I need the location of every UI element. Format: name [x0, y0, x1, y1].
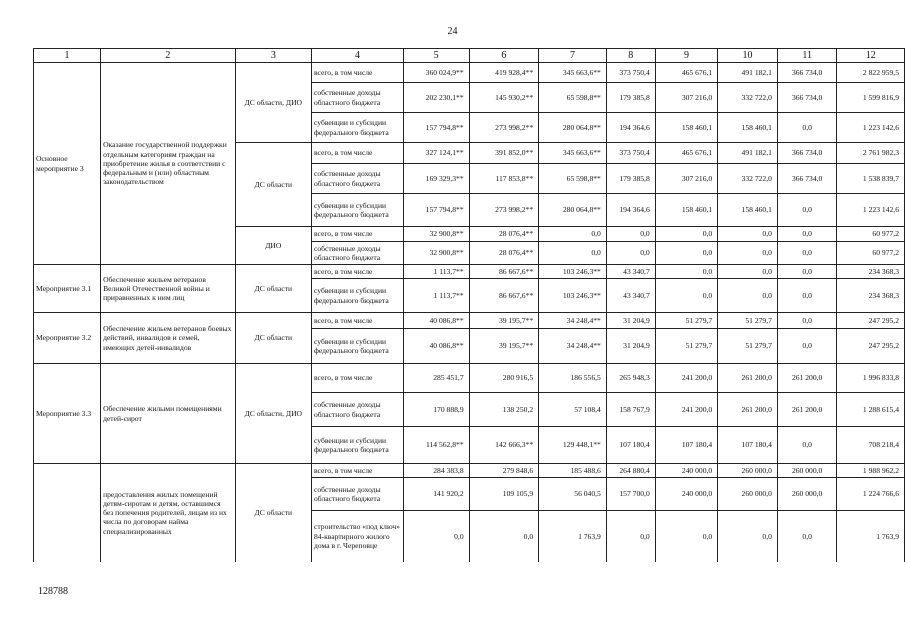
funding-source-label: всего, в том числе: [311, 313, 403, 329]
value-cell: 157 794,8**: [403, 113, 469, 143]
column-header: 9: [655, 49, 717, 63]
value-cell: 103 246,3**: [539, 265, 607, 279]
value-cell: 170 888,9: [403, 393, 469, 427]
value-cell: 56 040,5: [539, 478, 607, 511]
value-cell: 32 900,8**: [403, 242, 469, 265]
funding-source-label: субвенции и субсидии федерального бюджета: [311, 279, 403, 313]
funding-source-label: субвенции и субсидии федерального бюджета: [311, 194, 403, 227]
table-row: [34, 364, 905, 393]
value-cell: 265 948,3: [606, 364, 655, 393]
value-cell: 1 113,7**: [403, 265, 469, 279]
value-cell: 0,0: [777, 279, 836, 313]
funding-source-label: собственные доходы областного бюджета: [311, 478, 403, 511]
funding-source-label: субвенции и субсидии федерального бюджета: [311, 113, 403, 143]
value-cell: 1 599 816,9: [837, 83, 905, 113]
value-cell: 0,0: [539, 242, 607, 265]
value-cell: 345 663,6**: [539, 63, 607, 83]
value-cell: 158 460,1: [718, 113, 778, 143]
executor-cell: ДС области, ДИО: [235, 63, 311, 143]
value-cell: 43 340,7: [606, 279, 655, 313]
value-cell: 240 000,0: [655, 478, 717, 511]
value-cell: 185 488,6: [539, 464, 607, 478]
value-cell: 0,0: [777, 242, 836, 265]
value-cell: 107 180,4: [655, 427, 717, 464]
value-cell: 179 385,8: [606, 164, 655, 194]
value-cell: 373 750,4: [606, 143, 655, 164]
value-cell: 157 794,8**: [403, 194, 469, 227]
funding-source-label: всего, в том числе: [311, 227, 403, 242]
value-cell: 0,0: [539, 227, 607, 242]
column-header: 7: [539, 49, 607, 63]
value-cell: 273 998,2**: [469, 194, 539, 227]
value-cell: 273 998,2**: [469, 113, 539, 143]
funding-source-label: всего, в том числе: [311, 63, 403, 83]
funding-source-label: субвенции и субсидии федерального бюджета: [311, 427, 403, 464]
value-cell: 179 385,8: [606, 83, 655, 113]
measure-description: Обеспечение жильем ветеранов боевых действий, инвалидов и семей, имеющих детей-инвалидов: [101, 313, 236, 364]
measure-name-empty: [34, 464, 101, 562]
value-cell: 0,0: [777, 313, 836, 329]
value-cell: 51 279,7: [655, 313, 717, 329]
measure-description: Обеспечение жилыми помещениями детей-сирот: [101, 364, 236, 464]
value-cell: 373 750,4: [606, 63, 655, 83]
value-cell: 107 180,4: [606, 427, 655, 464]
measure-description: Оказание государственной поддержки отдельным категориям граждан на приобретение жилья в соответствии с федеральным и (или) областным законодательством: [101, 63, 236, 265]
funding-source-label: собственные доходы областного бюджета: [311, 393, 403, 427]
funding-source-label: субвенции и субсидии федерального бюджета: [311, 329, 403, 364]
value-cell: 43 340,7: [606, 265, 655, 279]
value-cell: 186 556,5: [539, 364, 607, 393]
measure-name: Основное мероприятие 3: [34, 63, 101, 265]
value-cell: 0,0: [777, 511, 836, 562]
value-cell: 260 000,0: [718, 478, 778, 511]
value-cell: 65 598,8**: [539, 83, 607, 113]
value-cell: 0,0: [777, 113, 836, 143]
value-cell: 0,0: [718, 265, 778, 279]
value-cell: 40 086,8**: [403, 313, 469, 329]
executor-cell: ДС области: [235, 143, 311, 227]
page-number: 24: [447, 26, 458, 37]
value-cell: 240 000,0: [655, 464, 717, 478]
value-cell: 0,0: [777, 194, 836, 227]
value-cell: 194 364,6: [606, 113, 655, 143]
value-cell: 32 900,8**: [403, 227, 469, 242]
column-header: 11: [777, 49, 836, 63]
value-cell: 260 000,0: [718, 464, 778, 478]
funding-source-label: собственные доходы областного бюджета: [311, 83, 403, 113]
value-cell: 260 000,0: [777, 478, 836, 511]
value-cell: 138 250,2: [469, 393, 539, 427]
funding-source-label: всего, в том числе: [311, 364, 403, 393]
value-cell: 419 928,4**: [469, 63, 539, 83]
value-cell: 109 105,9: [469, 478, 539, 511]
value-cell: 107 180,4: [718, 427, 778, 464]
value-cell: 0,0: [606, 242, 655, 265]
value-cell: 279 848,6: [469, 464, 539, 478]
value-cell: 51 279,7: [718, 313, 778, 329]
value-cell: 332 722,0: [718, 83, 778, 113]
value-cell: 391 852,0**: [469, 143, 539, 164]
funding-source-label: всего, в том числе: [311, 265, 403, 279]
measure-name: Мероприятие 3.2: [34, 313, 101, 364]
executor-cell: ДС области: [235, 313, 311, 364]
value-cell: 158 460,1: [718, 194, 778, 227]
table-row: [34, 265, 905, 279]
value-cell: 307 216,0: [655, 83, 717, 113]
value-cell: 465 676,1: [655, 63, 717, 83]
value-cell: 234 368,3: [837, 265, 905, 279]
column-header: 8: [606, 49, 655, 63]
value-cell: 261 200,0: [718, 364, 778, 393]
column-header: 3: [235, 49, 311, 63]
value-cell: 1 988 962,2: [837, 464, 905, 478]
value-cell: 0,0: [469, 511, 539, 562]
value-cell: 158 460,1: [655, 113, 717, 143]
value-cell: 60 977,2: [837, 242, 905, 265]
value-cell: 491 182,1: [718, 143, 778, 164]
value-cell: 194 364,6: [606, 194, 655, 227]
value-cell: 31 204,9: [606, 329, 655, 364]
value-cell: 103 246,3**: [539, 279, 607, 313]
value-cell: 51 279,7: [655, 329, 717, 364]
value-cell: 1 224 766,6: [837, 478, 905, 511]
value-cell: 86 667,6**: [469, 265, 539, 279]
value-cell: 0,0: [718, 511, 778, 562]
value-cell: 1 223 142,6: [837, 113, 905, 143]
value-cell: 332 722,0: [718, 164, 778, 194]
value-cell: 40 086,8**: [403, 329, 469, 364]
value-cell: 0,0: [777, 227, 836, 242]
value-cell: 28 076,4**: [469, 242, 539, 265]
value-cell: 1 113,7**: [403, 279, 469, 313]
value-cell: 280 916,5: [469, 364, 539, 393]
measure-name: Мероприятие 3.3: [34, 364, 101, 464]
column-header: 10: [718, 49, 778, 63]
value-cell: 264 880,4: [606, 464, 655, 478]
value-cell: 0,0: [718, 227, 778, 242]
executor-cell: ДС области: [235, 464, 311, 562]
table-row: [34, 63, 905, 83]
value-cell: 261 200,0: [777, 393, 836, 427]
value-cell: 0,0: [777, 427, 836, 464]
funding-source-label: собственные доходы областного бюджета: [311, 164, 403, 194]
funding-source-label: собственные доходы областного бюджета: [311, 242, 403, 265]
column-header: 5: [403, 49, 469, 63]
column-header: 4: [311, 49, 403, 63]
value-cell: 0,0: [403, 511, 469, 562]
value-cell: 51 279,7: [718, 329, 778, 364]
value-cell: 0,0: [777, 329, 836, 364]
header-row: [34, 49, 905, 63]
value-cell: 307 216,0: [655, 164, 717, 194]
value-cell: 0,0: [655, 265, 717, 279]
value-cell: 129 448,1**: [539, 427, 607, 464]
funding-table: [33, 48, 905, 562]
value-cell: 360 024,9**: [403, 63, 469, 83]
table-row: [34, 464, 905, 478]
value-cell: 0,0: [718, 279, 778, 313]
value-cell: 57 108,4: [539, 393, 607, 427]
value-cell: 1 223 142,6: [837, 194, 905, 227]
value-cell: 1 996 833,8: [837, 364, 905, 393]
value-cell: 285 451,7: [403, 364, 469, 393]
value-cell: 65 598,8**: [539, 164, 607, 194]
document-code: 128788: [38, 586, 68, 597]
value-cell: 247 295,2: [837, 313, 905, 329]
value-cell: 158 767,9: [606, 393, 655, 427]
measure-name: Мероприятие 3.1: [34, 265, 101, 313]
value-cell: 280 064,8**: [539, 113, 607, 143]
value-cell: 247 295,2: [837, 329, 905, 364]
value-cell: 366 734,0: [777, 143, 836, 164]
value-cell: 260 000,0: [777, 464, 836, 478]
funding-source-label: строительство «под ключ» 84-квартирного жилого дома в г. Череповце: [311, 511, 403, 562]
value-cell: 31 204,9: [606, 313, 655, 329]
value-cell: 145 930,2**: [469, 83, 539, 113]
column-header: 6: [469, 49, 539, 63]
value-cell: 261 200,0: [718, 393, 778, 427]
value-cell: 39 195,7**: [469, 313, 539, 329]
value-cell: 241 200,0: [655, 393, 717, 427]
value-cell: 345 663,6**: [539, 143, 607, 164]
value-cell: 2 761 982,3: [837, 143, 905, 164]
value-cell: 142 666,3**: [469, 427, 539, 464]
value-cell: 157 700,0: [606, 478, 655, 511]
value-cell: 1 763,9: [539, 511, 607, 562]
value-cell: 158 460,1: [655, 194, 717, 227]
value-cell: 284 383,8: [403, 464, 469, 478]
value-cell: 141 920,2: [403, 478, 469, 511]
measure-description: предоставления жилых помещений детям-сиротам и детям, оставшимся без попечения родителей, лицам из их числа по договорам найма специализированных: [101, 464, 236, 562]
value-cell: 34 248,4**: [539, 329, 607, 364]
value-cell: 86 667,6**: [469, 279, 539, 313]
value-cell: 0,0: [655, 511, 717, 562]
table-body: [34, 49, 905, 562]
value-cell: 327 124,1**: [403, 143, 469, 164]
column-header: 12: [837, 49, 905, 63]
value-cell: 60 977,2: [837, 227, 905, 242]
value-cell: 465 676,1: [655, 143, 717, 164]
value-cell: 366 734,0: [777, 63, 836, 83]
executor-cell: ДС области, ДИО: [235, 364, 311, 464]
column-header: 2: [101, 49, 236, 63]
value-cell: 114 562,8**: [403, 427, 469, 464]
executor-cell: ДИО: [235, 227, 311, 265]
column-header: 1: [34, 49, 101, 63]
value-cell: 117 853,8**: [469, 164, 539, 194]
value-cell: 1 763,9: [837, 511, 905, 562]
value-cell: 280 064,8**: [539, 194, 607, 227]
value-cell: 2 822 959,5: [837, 63, 905, 83]
value-cell: 169 329,3**: [403, 164, 469, 194]
value-cell: 234 368,3: [837, 279, 905, 313]
value-cell: 261 200,0: [777, 364, 836, 393]
value-cell: 241 200,0: [655, 364, 717, 393]
value-cell: 708 218,4: [837, 427, 905, 464]
value-cell: 366 734,0: [777, 83, 836, 113]
funding-source-label: всего, в том числе: [311, 143, 403, 164]
table-row: [34, 313, 905, 329]
funding-source-label: всего, в том числе: [311, 464, 403, 478]
value-cell: 0,0: [777, 265, 836, 279]
value-cell: 0,0: [606, 227, 655, 242]
value-cell: 0,0: [655, 227, 717, 242]
value-cell: 0,0: [655, 279, 717, 313]
value-cell: 1 538 839,7: [837, 164, 905, 194]
value-cell: 0,0: [655, 242, 717, 265]
value-cell: 0,0: [718, 242, 778, 265]
value-cell: 34 248,4**: [539, 313, 607, 329]
value-cell: 39 195,7**: [469, 329, 539, 364]
value-cell: 491 182,1: [718, 63, 778, 83]
measure-description: Обеспечение жильем ветеранов Великой Отечественной войны и приравненных к ним лиц: [101, 265, 236, 313]
value-cell: 1 288 615,4: [837, 393, 905, 427]
value-cell: 202 230,1**: [403, 83, 469, 113]
value-cell: 0,0: [606, 511, 655, 562]
executor-cell: ДС области: [235, 265, 311, 313]
value-cell: 28 076,4**: [469, 227, 539, 242]
value-cell: 366 734,0: [777, 164, 836, 194]
